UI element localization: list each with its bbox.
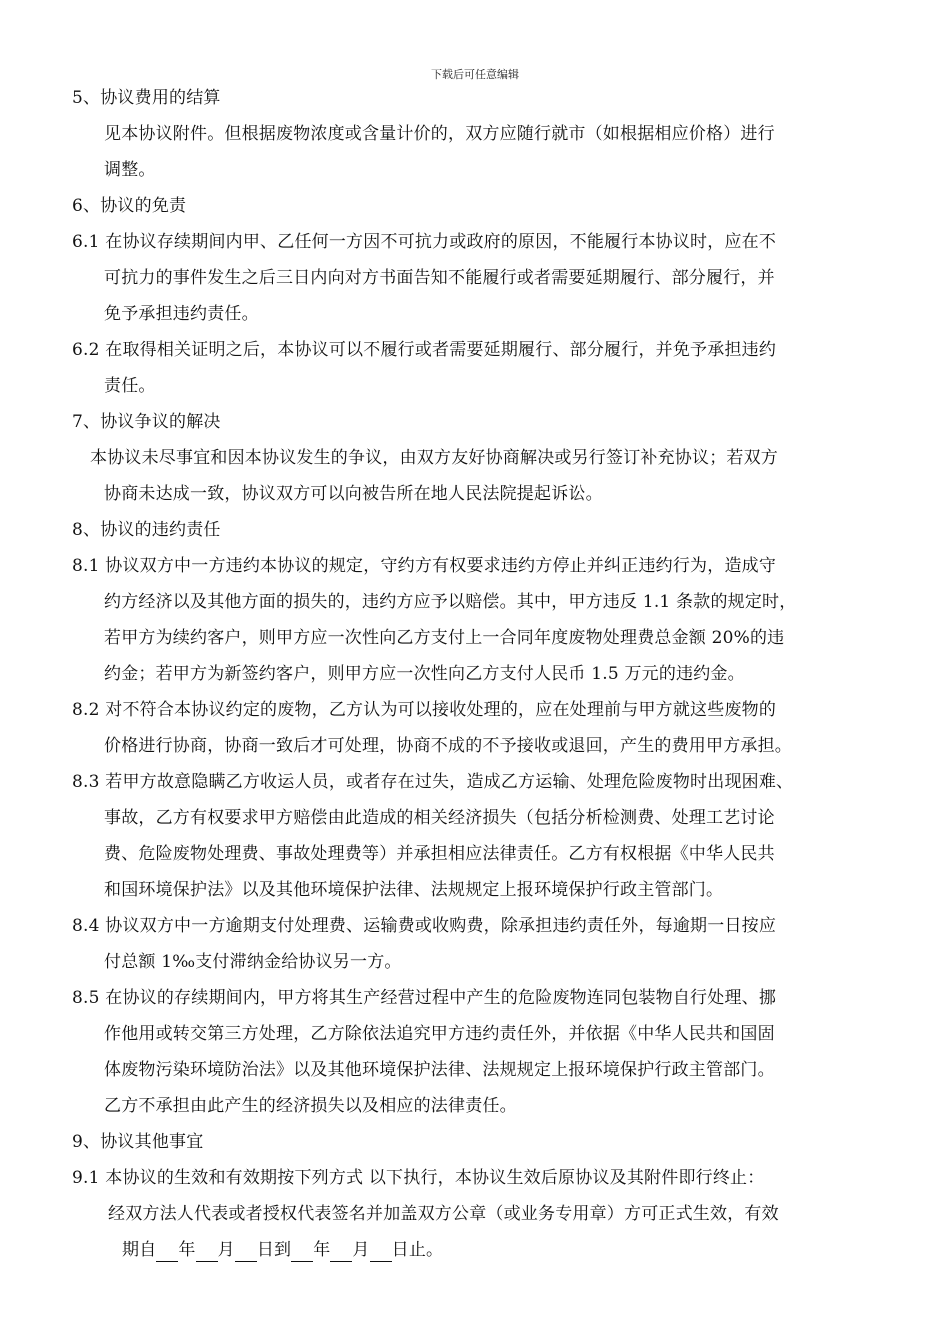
paragraph-line: 作他用或转交第三方处理，乙方除依法追究甲方违约责任外，并依据《中华人民共和国固 — [104, 1024, 775, 1044]
paragraph-line: 责任。 — [104, 376, 156, 396]
month-label: 月 — [352, 1240, 370, 1260]
paragraph-line: 付总额 1‰支付滞纳金给协议另一方。 — [104, 952, 402, 972]
paragraph-line: 免予承担违约责任。 — [104, 304, 259, 324]
validity-label: 期自 — [122, 1240, 157, 1260]
day-to-label: 日到 — [256, 1240, 292, 1260]
paragraph-line: 8.3 若甲方故意隐瞒乙方收运人员，或者存在过失，造成乙方运输、处理危险废物时出现困难、 — [72, 772, 794, 792]
paragraph-line: 和国环境保护法》以及其他环境保护法律、法规规定上报环境保护行政主管部门。 — [104, 880, 724, 900]
blank-field-end-day — [370, 1239, 392, 1262]
paragraph-line: 6.1 在协议存续期间内甲、乙任何一方因不可抗力或政府的原因，不能履行本协议时，应在不 — [72, 232, 777, 252]
section-6-heading: 6、协议的免责 — [72, 196, 187, 216]
paragraph-line: 约方经济以及其他方面的损失的，违约方应予以赔偿。其中，甲方违反 1.1 条款的规定时， — [104, 592, 797, 612]
section-9-heading: 9、协议其他事宜 — [72, 1132, 204, 1152]
paragraph-line: 8.1 协议双方中一方违约本协议的规定，守约方有权要求违约方停止并纠正违约行为，造成守 — [72, 556, 777, 576]
paragraph-line: 本协议未尽事宜和因本协议发生的争议，由双方友好协商解决或另行签订补充协议；若双方 — [90, 448, 778, 468]
blank-field-end-month — [330, 1239, 352, 1262]
year-label: 年 — [313, 1240, 331, 1260]
section-5-heading: 5、协议费用的结算 — [72, 88, 221, 108]
paragraph-line: 协商未达成一致，协议双方可以向被告所在地人民法院提起诉讼。 — [104, 484, 603, 504]
paragraph-line: 8.5 在协议的存续期间内，甲方将其生产经营过程中产生的危险废物连同包装物自行处理、挪 — [72, 988, 777, 1008]
paragraph-line: 6.2 在取得相关证明之后，本协议可以不履行或者需要延期履行、部分履行，并免予承担违约 — [72, 340, 777, 360]
section-7-heading: 7、协议争议的解决 — [72, 412, 221, 432]
day-end-label: 日止。 — [391, 1240, 444, 1260]
blank-field-start-day — [235, 1239, 257, 1262]
month-label: 月 — [217, 1240, 235, 1260]
paragraph-line: 若甲方为续约客户，则甲方应一次性向乙方支付上一合同年度废物处理费总金额 20%的违 — [104, 628, 785, 648]
paragraph-line: 费、危险废物处理费、事故处理费等）并承担相应法律责任。乙方有权根据《中华人民共 — [104, 844, 775, 864]
blank-field-start-month — [196, 1239, 218, 1262]
paragraph-line: 可抗力的事件发生之后三日内向对方书面告知不能履行或者需要延期履行、部分履行，并 — [104, 268, 775, 288]
paragraph-line: 经双方法人代表或者授权代表签名并加盖双方公章（或业务专用章）方可正式生效，有效 — [108, 1204, 779, 1224]
paragraph-line: 约金；若甲方为新签约客户，则甲方应一次性向乙方支付人民币 1.5 万元的违约金。 — [104, 664, 745, 684]
paragraph-line: 8.2 对不符合本协议约定的废物，乙方认为可以接收处理的，应在处理前与甲方就这些废物的 — [72, 700, 777, 720]
paragraph-line: 9.1 本协议的生效和有效期按下列方式 以下执行，本协议生效后原协议及其附件即行终止： — [72, 1168, 765, 1188]
page-header: 下载后可任意编辑 — [431, 68, 519, 81]
blank-field-start-year — [156, 1239, 178, 1262]
year-label: 年 — [178, 1240, 196, 1260]
paragraph-line: 调整。 — [104, 160, 156, 180]
paragraph-line: 乙方不承担由此产生的经济损失以及相应的法律责任。 — [104, 1096, 517, 1116]
blank-field-end-year — [291, 1239, 313, 1262]
paragraph-line: 见本协议附件。但根据废物浓度或含量计价的，双方应随行就市（如根据相应价格）进行 — [104, 124, 775, 144]
paragraph-line: 价格进行协商，协商一致后才可处理，协商不成的不予接收或退回，产生的费用甲方承担。 — [104, 736, 792, 756]
paragraph-line: 8.4 协议双方中一方逾期支付处理费、运输费或收购费，除承担违约责任外，每逾期一日按应 — [72, 916, 777, 936]
paragraph-line: 事故，乙方有权要求甲方赔偿由此造成的相关经济损失（包括分析检测费、处理工艺讨论 — [104, 808, 775, 828]
section-8-heading: 8、协议的违约责任 — [72, 520, 221, 540]
validity-period-line — [122, 1239, 443, 1262]
paragraph-line: 体废物污染环境防治法》以及其他环境保护法律、法规规定上报环境保护行政主管部门。 — [104, 1060, 775, 1080]
